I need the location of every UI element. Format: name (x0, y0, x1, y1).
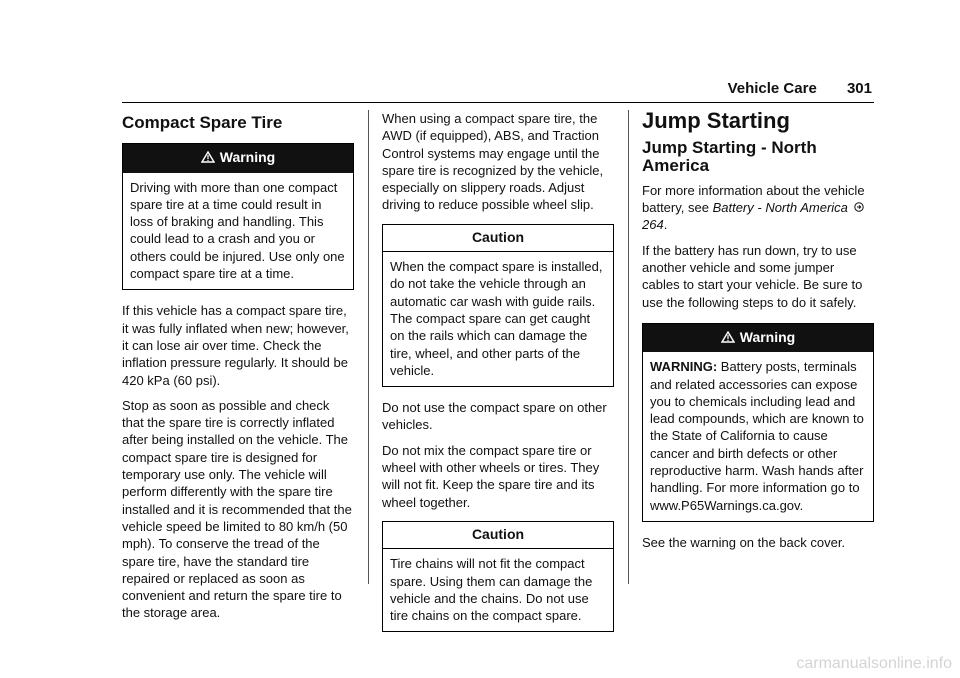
caution-title: Caution (383, 225, 613, 252)
warning-label: WARNING: (650, 359, 718, 375)
page-header (728, 80, 872, 97)
watermark: carmanualsonline.info (796, 655, 952, 672)
column-3 (642, 110, 874, 559)
caution-text: Tire chains will not fit the compact spare. Using them can damage the vehicle and the chains. Do not use tire chains on the compact spare. (390, 556, 593, 624)
warning-title-text: Warning (219, 149, 276, 166)
paragraph: If the battery has run down, try to use another vehicle and some jumper cables to start your vehicle. Be sure to use the following steps to do it safely. (642, 242, 863, 310)
warning-box (642, 323, 874, 522)
column-2 (382, 110, 614, 644)
cross-reference-link[interactable]: Battery - North America (712, 200, 848, 216)
paragraph-text: For more information about the vehicle battery, see (642, 182, 865, 216)
header-section-title: Vehicle Care (727, 80, 817, 97)
caution-box (382, 521, 614, 632)
page-reference-number[interactable]: 264 (642, 217, 664, 233)
column-1 (122, 110, 354, 630)
chapter-heading: Jump Starting (642, 108, 790, 133)
paragraph-text: . (663, 217, 668, 233)
subsection-heading: Jump Starting - North America (642, 138, 817, 175)
warning-text: Driving with more than one compact spare tire at a time could result in loss of braking and handling. This could lead to a crash and you or others could be injured. Use only one compact spare tire at a time. (130, 179, 345, 282)
header-rule (122, 102, 874, 103)
warning-title-text: Warning (739, 328, 796, 345)
warning-text (643, 352, 873, 521)
warning-triangle-icon (201, 151, 215, 163)
page-reference-icon (854, 202, 864, 212)
column-divider (628, 110, 629, 584)
caution-box (382, 224, 614, 387)
paragraph (642, 182, 874, 234)
paragraph: Do not mix the compact spare tire or wheel with other wheels or tires. They will not fit. Keep the spare tire and its wheel together. (382, 442, 600, 510)
paragraph: Do not use the compact spare on other vehicles. (382, 400, 607, 433)
paragraph: See the warning on the back cover. (642, 534, 846, 550)
paragraph: Stop as soon as possible and check that the spare tire is correctly inflated after being installed on the vehicle. The compact spare tire is designed for temporary use only. The vehicle will perform differently with the spare tire installed and it is recommended that the vehicle speed be limited to 80 km/h (50 mph). To conserve the tread of the spare tire, have the standard tire repaired or replaced as soon as convenient and return the spare tire to the storage area. (122, 397, 352, 621)
caution-text: When the compact spare is installed, do not take the vehicle through an automatic car wash with guide rails. The compact spare can get caught on the rails which can damage the tire, wheel, and other parts of the vehicle. (390, 259, 603, 378)
warning-body: Battery posts, terminals and related accessories can expose you to chemicals including lead and lead compounds, which are known to the State of California to cause cancer and birth defects or other reproductive harm. Wash hands after handling. For more information go to www.P65Warnings.ca.gov. (650, 359, 864, 513)
paragraph: If this vehicle has a compact spare tire, it was fully inflated when new; however, it can lose air over time. Check the inflation pressure regularly. It should be 420 kPa (60 psi). (122, 303, 349, 388)
warning-title (123, 144, 353, 172)
warning-title (643, 324, 873, 352)
column-divider (368, 110, 369, 584)
header-page-number: 301 (846, 80, 872, 97)
caution-title: Caution (383, 522, 613, 549)
warning-box (122, 143, 354, 290)
section-heading: Compact Spare Tire (122, 113, 283, 132)
warning-triangle-icon (721, 331, 735, 343)
paragraph: When using a compact spare tire, the AWD (if equipped), ABS, and Traction Control systems may engage until the spare tire is recognized by the vehicle, especially on slippery roads. Adjust driving to reduce possible wheel slip. (382, 111, 604, 213)
